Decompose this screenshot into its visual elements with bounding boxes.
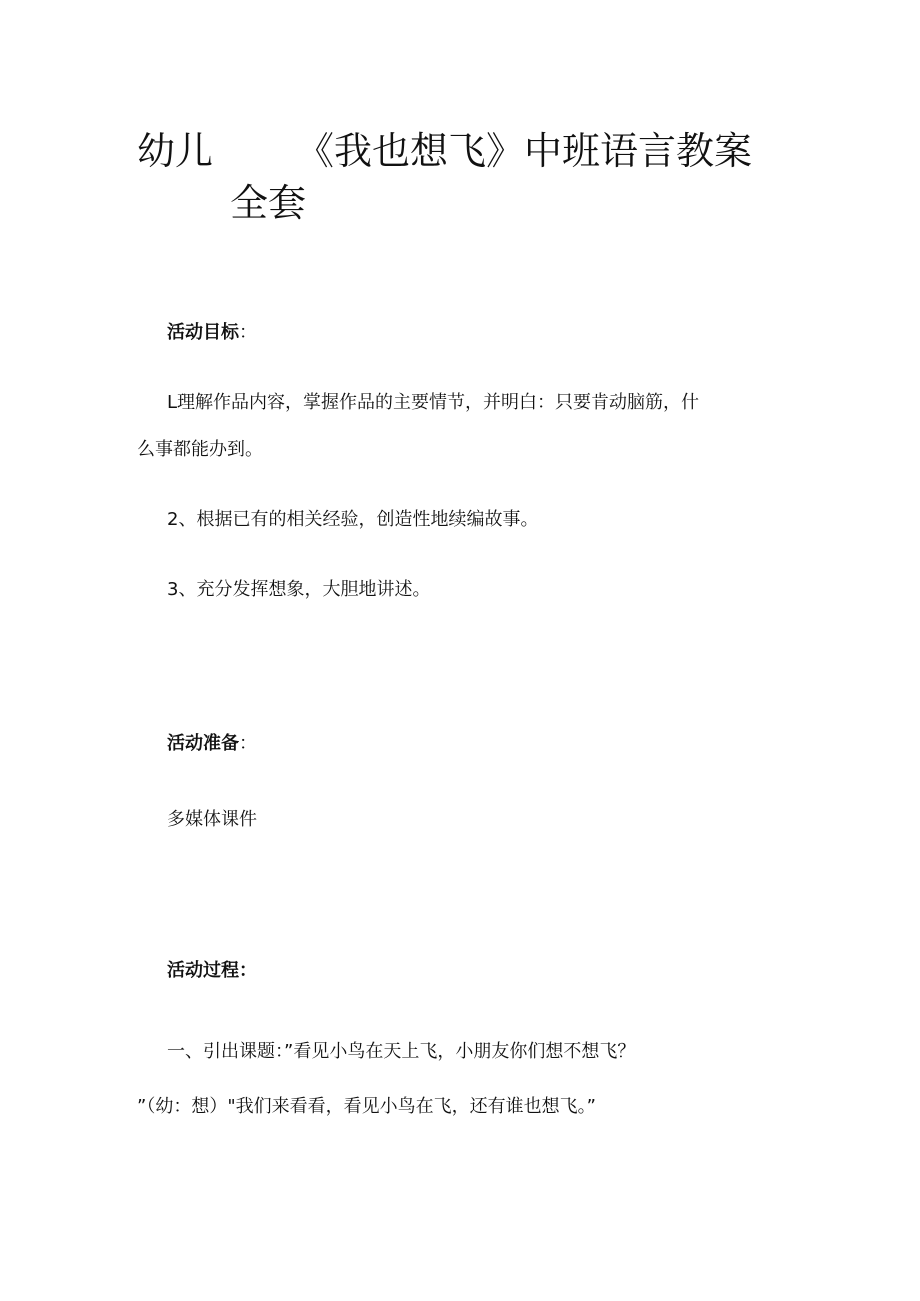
preparation-heading-text: 活动准备 [167, 733, 239, 754]
process-heading-colon: ： [239, 960, 257, 981]
preparation-heading-colon: ： [239, 733, 257, 754]
goals-heading-colon: ： [239, 322, 257, 343]
process-heading-text: 活动过程 [167, 960, 239, 981]
goals-heading [167, 320, 257, 346]
goal-item-1-continued: 么事都能办到。 [137, 439, 263, 460]
process-heading [167, 958, 257, 984]
document-title-part-1: 幼儿 [137, 129, 214, 173]
process-line-1: 一、引出课题：”看见小鸟在天上飞，小朋友你们想不想飞？ [167, 1041, 636, 1062]
process-line-2: ”（幼：想）"我们来看看，看见小鸟在飞，还有谁也想飞。” [137, 1096, 596, 1117]
goal-item-2: 2、根据已有的相关经验，创造性地续编故事。 [167, 509, 539, 530]
goals-heading-text: 活动目标 [167, 322, 239, 343]
document-title-part-3: 全套 [230, 181, 307, 225]
goal-item-3: 3、充分发挥想象，大胆地讲述。 [167, 579, 431, 600]
goal-item-1: L理解作品内容，掌握作品的主要情节，并明白：只要肯动脑筋，什 [167, 392, 700, 413]
document-title-part-2: 《我也想飞》中班语言教案 [296, 129, 753, 173]
preparation-heading [167, 731, 257, 757]
preparation-content: 多媒体课件 [167, 809, 257, 830]
